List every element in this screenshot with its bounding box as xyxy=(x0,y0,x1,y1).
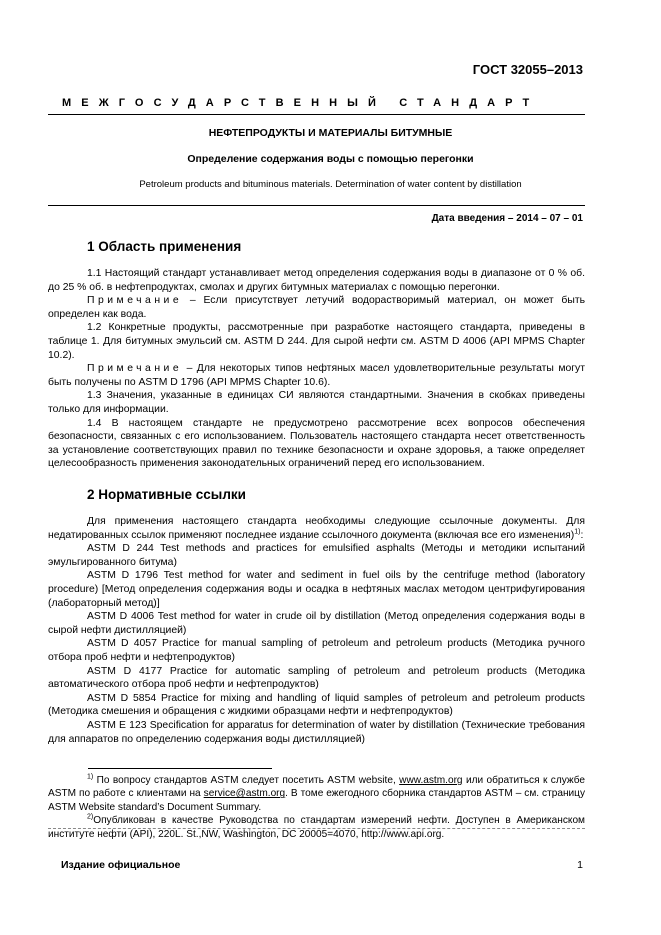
note-text: – Если присутствует летучий водорастворимый материал, он может быть определен как вода. xyxy=(48,295,585,320)
note-label: Примечание xyxy=(87,363,183,375)
footnote-ref[interactable]: 1) xyxy=(574,528,581,536)
footnotes xyxy=(48,774,585,841)
reference-item: ASTM D 4177 Practice for automatic sampling of petroleum and petroleum products (Методика автоматического отбора проб нефти и нефтепродуктов) xyxy=(48,665,585,691)
footnote-divider xyxy=(88,768,272,769)
reference-item: ASTM D 5854 Practice for mixing and handling of liquid samples of petroleum and petroleum products (Методика смешения и обращения с жидкими образцами нефти и нефтепродуктов) xyxy=(48,692,585,718)
section-2-intro: Для применения настоящего стандарта необходимы следующие ссылочные документы. Для недатированных ссылок применяют последнее издание ссылочного документа (включая все его изменения)$^{1)}$: xyxy=(48,516,585,541)
gost-code: ГОСТ 32055–2013 xyxy=(472,62,583,77)
reference-item: ASTM E 123 Specification for apparatus for determination of water by distillation (Технические требования для аппаратов по определению содержания воды дистилляцией) xyxy=(48,719,585,745)
astm-website-link[interactable]: www.astm.org xyxy=(399,775,463,786)
introduction-date: Дата введения – 2014 – 07 – 01 xyxy=(431,213,583,224)
reference-item: ASTM D 1796 Test method for water and sediment in fuel oils by the centrifuge method (laboratory procedure) [Метод определения содержания воды и осадка в нефтяных маслах методом центрифугирования (лабораторный метод)] xyxy=(48,570,585,609)
reference-item: ASTM D 244 Test methods and practices for emulsified asphalts (Методы и методики испытаний эмульгированного битума) xyxy=(48,543,585,568)
document-subtitle: Определение содержания воды с помощью перегонки xyxy=(187,153,474,165)
astm-service-email-link[interactable]: service@astm.org xyxy=(203,788,286,800)
note-text: – Для некоторых типов нефтяных масел удовлетворительные результаты могут быть получены по ASTM D 1796 (API MPMS Chapter 10.6). xyxy=(48,363,585,388)
header-divider xyxy=(48,114,585,115)
section-2-body xyxy=(48,515,585,746)
footnote-mark: 1) xyxy=(87,773,94,781)
note-1 xyxy=(48,294,585,321)
section-2-heading: 2 Нормативные ссылки xyxy=(87,487,246,502)
paragraph-1-1: 1.1 Настоящий стандарт устанавливает метод определения содержания воды в диапазоне от 0 % об. до 25 % об. в нефтепродуктах, смолах и других битумных материалах с помощью перегонки. xyxy=(48,268,585,293)
footnote-mark: 2) xyxy=(87,813,94,821)
note-2 xyxy=(48,362,585,389)
date-divider xyxy=(48,205,585,206)
footer-divider xyxy=(48,828,585,829)
note-label: Примечание xyxy=(87,295,183,307)
reference-item: ASTM D 4057 Practice for manual sampling of petroleum and petroleum products (Методика ручного отбора проб нефти и нефтепродуктов) xyxy=(48,638,585,663)
footnote-2: $^{2)}$Опубликован в качестве Руководства по стандартам измерений нефти. Доступен в Американском институте нефти (API), 220L. St.,NW, Washington, DC 20005=4070, http://www.api.org. xyxy=(48,813,585,840)
paragraph-1-4: 1.4 В настоящем стандарте не предусмотрено рассмотрение всех вопросов обеспечения безопасности, связанных с его использованием. Пользователь настоящего стандарта несет ответственность за установление соответствующих правил по технике безопасности и охране здоровья, а также определяет целесообразность применения законодательных ограничений перед его использованием. xyxy=(48,417,585,470)
section-1-heading: 1 Область применения xyxy=(87,239,242,254)
page-number: 1 xyxy=(577,859,583,871)
edition-label: Издание официальное xyxy=(61,859,181,871)
reference-item: ASTM D 4006 Test method for water in crude oil by distillation (Метод определения содержания воды в сырой нефти дистилляцией) xyxy=(48,611,585,636)
document-title-english: Petroleum products and bituminous materials. Determination of water content by distillation xyxy=(139,179,522,190)
paragraph-1-2: 1.2 Конкретные продукты, рассмотренные при разработке настоящего стандарта, приведены в таблице 1. Для битумных эмульсий см. ASTM D 244. Для сырой нефти см. ASTM D 4006 (API MPMS Chapter 10.2). xyxy=(48,322,585,361)
section-1-body xyxy=(48,267,585,471)
document-title: НЕФТЕПРОДУКТЫ И МАТЕРИАЛЫ БИТУМНЫЕ xyxy=(208,127,453,139)
paragraph-1-3: 1.3 Значения, указанные в единицах СИ являются стандартными. Значения в скобках приведены только для информации. xyxy=(48,390,585,415)
footnote-1: $^{1)}$ По вопросу стандартов ASTM следует посетить ASTM website, www.astm.org или обратиться к службе ASTM по работе с клиентами на service@astm.org. В томе ежегодного сборника стандартов ASTM – см. страницу ASTM Website standard’s Document Summary. xyxy=(48,773,586,813)
interstate-standard-banner: МЕЖГОСУДАРСТВЕННЫЙ СТАНДАРТ xyxy=(62,97,540,109)
